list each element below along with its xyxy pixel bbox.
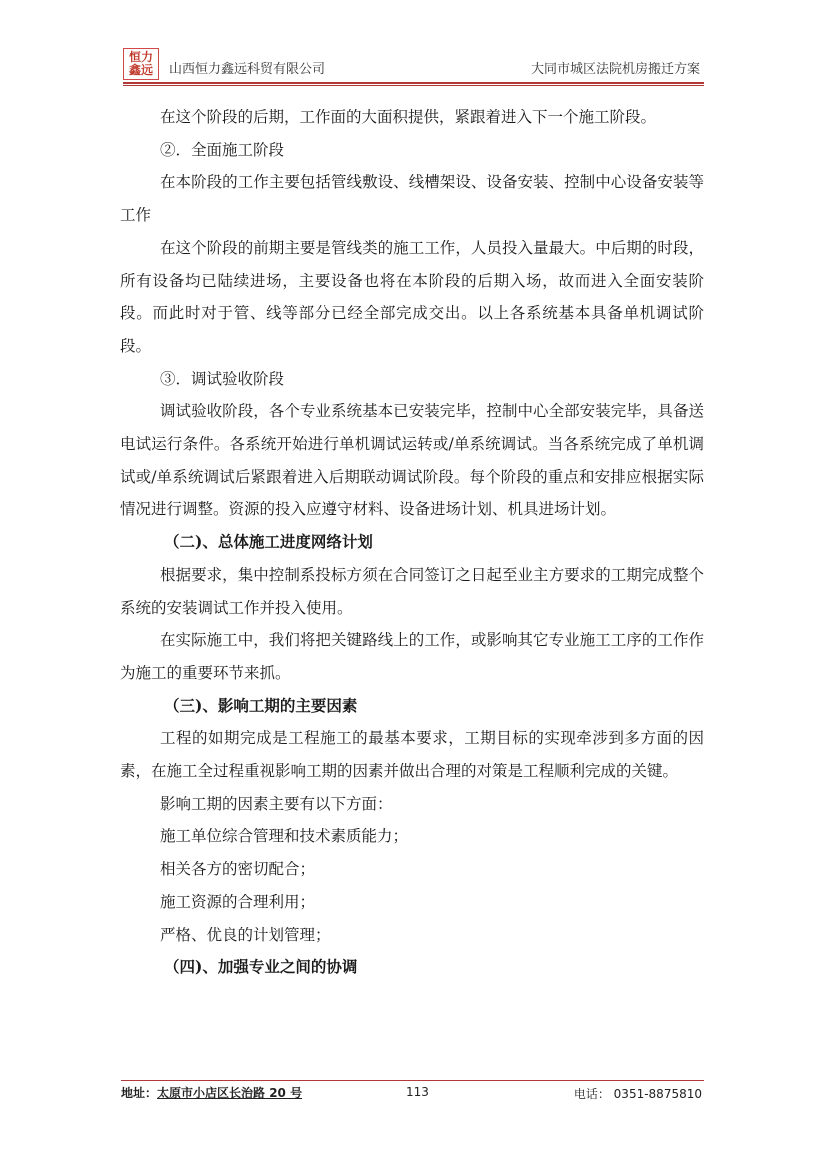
address: 太原市小店区长治路 20 号 — [157, 1086, 303, 1100]
subheading: ③．调试验收阶段 — [160, 369, 285, 388]
page-header — [123, 46, 704, 80]
list-item: 严格、优良的计划管理； — [160, 925, 331, 944]
section-heading: （二)、总体施工进度网络计划 — [164, 532, 373, 552]
logo-text-2: 鑫远 — [128, 63, 153, 77]
paragraph: 根据要求，集中控制系投标方须在合同签订之日起至业主方要求的工期完成整个系统的安装调试工作并投入使用。 — [120, 565, 704, 617]
header-rule-thin — [123, 85, 704, 86]
list-item: 相关各方的密切配合； — [160, 860, 316, 879]
section-heading: （四)、加强专业之间的协调 — [164, 957, 358, 977]
paragraph: 工程的如期完成是工程施工的最基本要求，工期目标的实现牵涉到多方面的因素，在施工全过程重视影响工期的因素并做出合理的对策是工程顺利完成的关键。 — [120, 729, 704, 781]
document-title: 大同市城区法院机房搬迁方案 — [530, 62, 700, 77]
paragraph: 在这个阶段的后期，工作面的大面积提供，紧跟着进入下一个施工阶段。 — [160, 108, 657, 126]
section-heading: （三)、影响工期的主要因素 — [164, 695, 358, 715]
list-item: 施工单位综合管理和技术素质能力； — [160, 827, 409, 846]
document-body — [120, 101, 704, 984]
paragraph: 影响工期的因素主要有以下方面： — [160, 794, 393, 813]
page-number: 113 — [406, 1085, 429, 1099]
paragraph: 在实际施工中，我们将把关键路线上的工作，或影响其它专业施工工序的工作作为施工的重要环节来抓。 — [120, 631, 704, 682]
company-logo — [123, 48, 159, 80]
page-footer — [121, 1080, 704, 1101]
paragraph: 在这个阶段的前期主要是管线类的施工工作，人员投入量最大。中后期的时段，所有设备均已陆续进场，主要设备也将在本阶段的后期入场，故而进入全面安装阶段。而此时对于管、线等部分已经全部完成交出。以上各系统基本具备单机调试阶段。 — [120, 238, 704, 355]
logo-text-1: 恒力 — [128, 50, 153, 64]
subheading: ②．全面施工阶段 — [160, 140, 285, 159]
phone: 电话： 0351-8875810 — [573, 1087, 702, 1101]
header-rule — [123, 82, 704, 84]
paragraph: 调试验收阶段，各个专业系统基本已安装完毕，控制中心全部安装完毕，具备送电试运行条件。各系统开始进行单机调试运转或/单系统调试。当各系统完成了单机调试或/单系统调试后紧跟着进入后期联动调试阶段。每个阶段的重点和安排应根据实际情况进行调整。资源的投入应遵守材料、设备进场计划、机具进场计划。 — [120, 402, 704, 519]
list-item: 施工资源的合理利用； — [160, 892, 316, 911]
paragraph: 在本阶段的工作主要包括管线敷设、线槽架设、设备安装、控制中心设备安装等工作 — [120, 173, 704, 225]
company-name: 山西恒力鑫远科贸有限公司 — [169, 62, 326, 77]
address-label: 地址： — [121, 1086, 158, 1100]
